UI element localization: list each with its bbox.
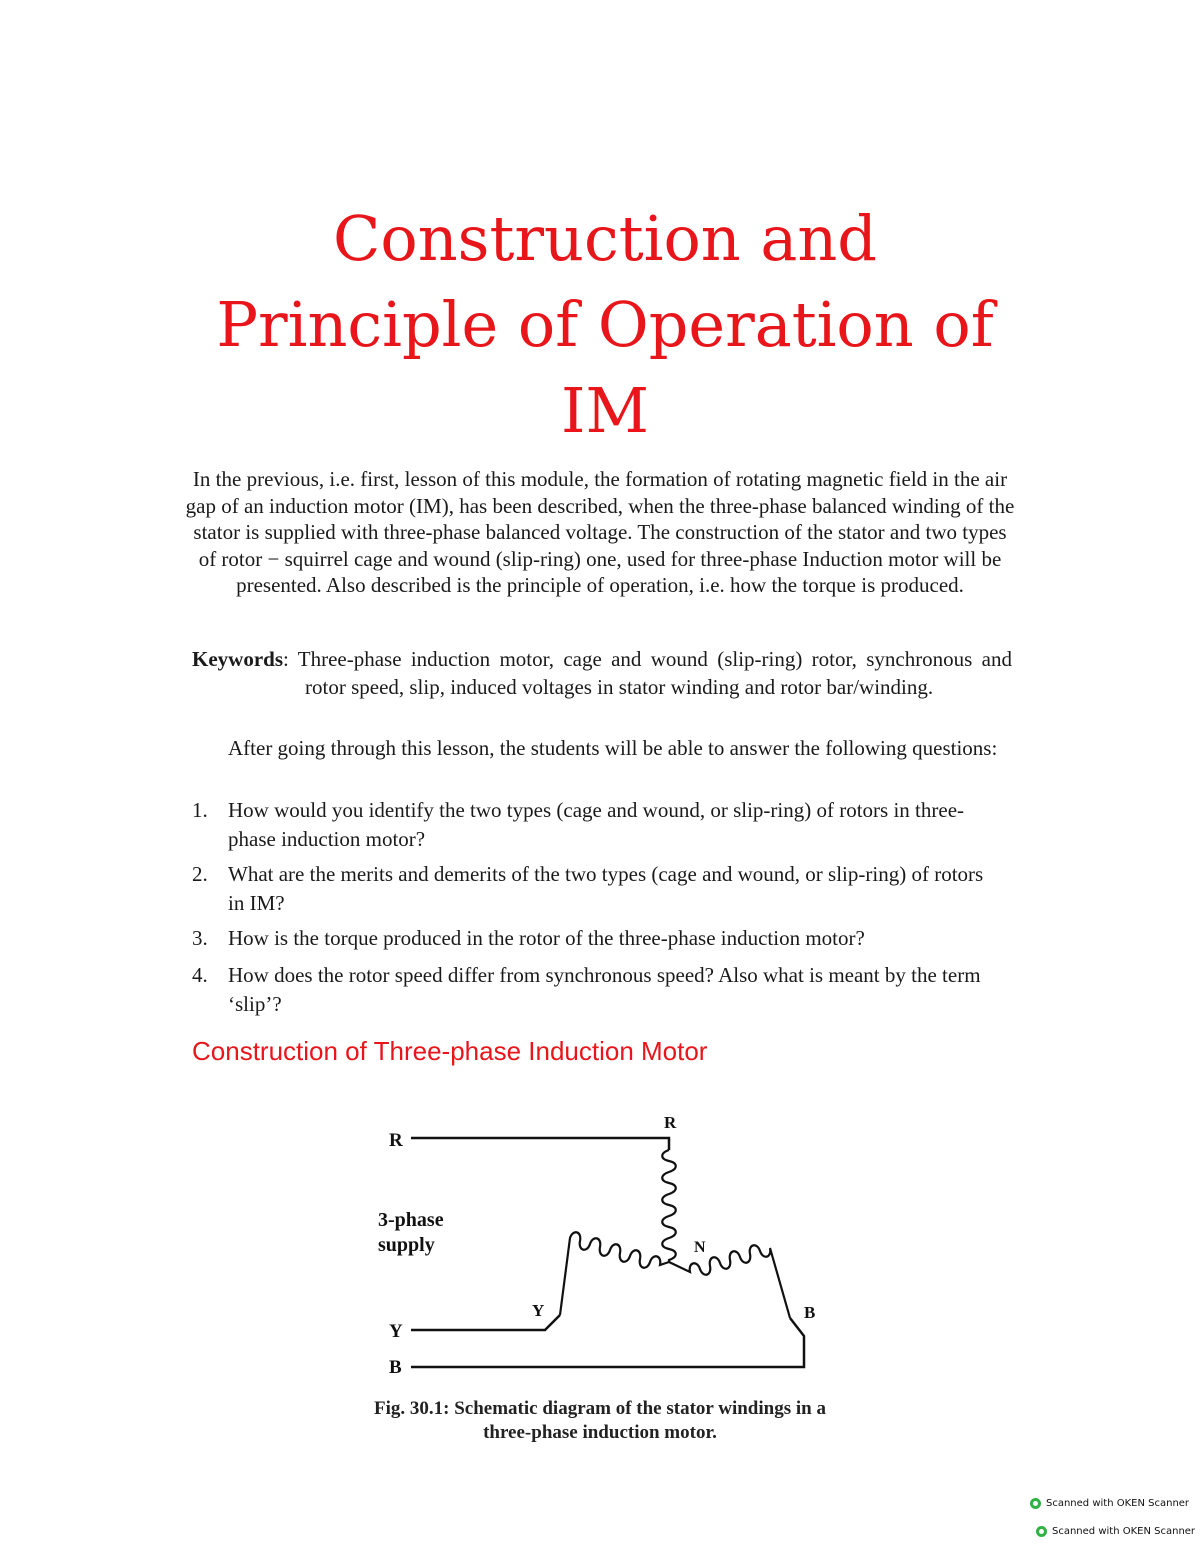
objectives-intro: After going through this lesson, the students will be able to answer the following questions: — [228, 736, 998, 760]
question-number: 1. — [192, 798, 208, 822]
question-text: How would you identify the two types (cage and wound, or slip-ring) of rotors in three-phase induction motor? — [228, 798, 965, 851]
question-text: What are the merits and demerits of the two types (cage and wound, or slip-ring) of rotors in IM? — [228, 862, 984, 915]
supply-y-label: Y — [389, 1321, 403, 1342]
figure-caption — [300, 1397, 900, 1445]
scanner-logo-icon — [1036, 1526, 1047, 1537]
section-heading: Construction of Three-phase Induction Motor — [192, 1036, 708, 1066]
b-supply-line — [411, 1318, 804, 1367]
title-line-2: Principle of Operation of — [216, 288, 994, 361]
scanner-watermark — [1030, 1498, 1189, 1509]
diagram-labels — [378, 1113, 815, 1378]
caption-line-2: three-phase induction motor. — [483, 1422, 717, 1443]
question-number: 3. — [192, 926, 208, 950]
scanner-text: Scanned with OKEN Scanner — [1052, 1526, 1196, 1537]
supply-r-label: R — [389, 1130, 403, 1151]
winding-b-label: B — [804, 1303, 816, 1322]
question-number: 2. — [192, 862, 208, 886]
question-text: How is the torque produced in the rotor of the three-phase induction motor? — [228, 926, 865, 950]
keywords-text: Three-phase induction motor, cage and wound (slip-ring) rotor, synchronous and rotor speed, slip, induced voltages in stator winding and rotor bar/winding. — [297, 647, 1012, 699]
supply-label-line-2: supply — [378, 1234, 435, 1256]
title-line-3: IM — [561, 374, 649, 447]
title-line-1: Construction and — [332, 202, 877, 275]
keywords-paragraph: Keywords: Three-phase induction motor, cage and wound (slip-ring) rotor, synchronous and rotor speed, slip, induced voltages in stator winding and rotor bar/winding. — [192, 647, 1012, 699]
supply-b-label: B — [389, 1357, 402, 1378]
question-number: 4. — [192, 963, 208, 987]
y-winding-coil — [560, 1232, 669, 1315]
scanner-watermark — [1036, 1526, 1195, 1537]
keywords-label: Keywords — [192, 647, 283, 671]
intro-paragraph: In the previous, i.e. first, lesson of this module, the formation of rotating magnetic field in the air gap of an induction motor (IM), has been described, when the three-phase balanced winding of the stator is supplied with three-phase balanced voltage. The construction of the stator and two types of rotor − squirrel cage and wound (slip-ring) one, used for three-phase Induction motor will be presented. Also described is the principle of operation, i.e. how the torque is produced. — [185, 467, 1015, 597]
winding-r-label: R — [664, 1113, 677, 1132]
neutral-label: N — [694, 1239, 706, 1256]
winding-y-label: Y — [532, 1301, 545, 1320]
scanner-text: Scanned with OKEN Scanner — [1046, 1498, 1190, 1509]
question-text: How does the rotor speed differ from synchronous speed? Also what is meant by the term ‘slip’? — [228, 963, 981, 1016]
supply-lines — [411, 1138, 804, 1367]
caption-line-1: Fig. 30.1: Schematic diagram of the stator windings in a — [374, 1398, 826, 1419]
r-winding-coil — [662, 1150, 676, 1262]
b-winding-coil — [669, 1245, 790, 1318]
supply-label-line-1: 3-phase — [378, 1209, 444, 1231]
scanner-logo-icon — [1030, 1498, 1041, 1509]
r-supply-line — [411, 1138, 669, 1150]
